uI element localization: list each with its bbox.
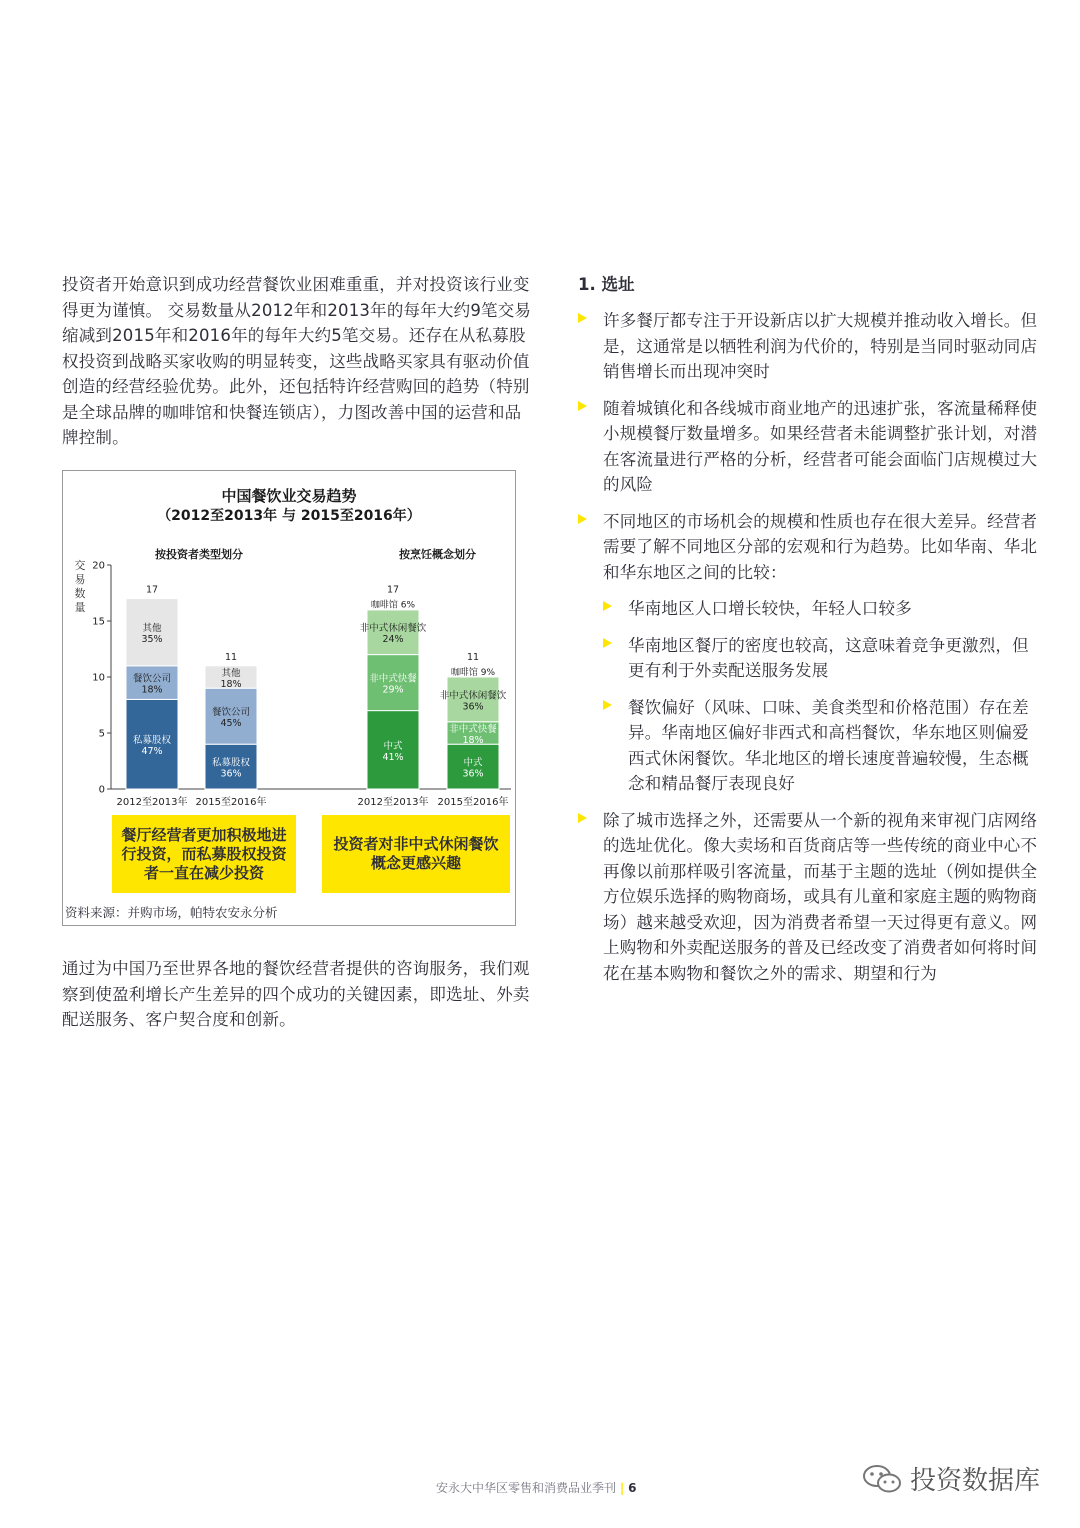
segment-label: 非中式快餐 [369, 673, 417, 685]
segment-pct: 29% [382, 684, 404, 696]
page-number: 6 [628, 1481, 637, 1495]
segment-pct: 41% [382, 751, 404, 763]
callout-investor: 餐厅经营者更加积极地进行投资，而私募股权投资者一直在减少投资 [112, 815, 296, 893]
right-column [578, 272, 1038, 997]
chart-subtitle: （2012至2013年 与 2015至2016年） [157, 508, 421, 524]
sub-bullet-item [603, 633, 1038, 684]
bar-total: 11 [224, 651, 238, 663]
arrow-bullet-icon [578, 514, 587, 524]
y-axis-label: 交易数量 [74, 559, 86, 614]
deal-trend-chart [62, 470, 516, 926]
segment-label: 私募股权 [132, 735, 172, 747]
segment-pct: 35% [141, 634, 163, 646]
y-tick-label: 20 [92, 560, 105, 572]
chart-plot [63, 471, 517, 811]
segment-label: 中式 [383, 740, 403, 752]
callout-cuisine: 投资者对非中式休闲餐饮概念更感兴趣 [322, 815, 510, 893]
intro-paragraph: 投资者开始意识到成功经营餐饮业困难重重，并对投资该行业变得更为谨慎。 交易数量从2012年和2013年的每年大约9笔交易缩减到2015年和2016年的每年大约5笔交易。还存在从私募股权投资到战略买家收购的明显转变，这些战略买家具有驱动价值创造的经营经验优势。此外，还包括特许经营购回的趋势（特别是全球品牌的咖啡馆和快餐连锁店），力图改善中国的运营和品牌控制。 [62, 275, 532, 447]
segment-label: 其他 [142, 623, 162, 635]
x-tick-label: 2012至2013年 [116, 797, 188, 808]
segment-pct: 24% [382, 634, 404, 646]
x-tick-label: 2015至2016年 [195, 797, 267, 808]
footer-separator: | [619, 1481, 625, 1495]
bullet-item [578, 808, 1038, 987]
sub-bullet-item [603, 596, 1038, 622]
segment-pct: 18% [220, 679, 242, 690]
x-tick-label: 2015至2016年 [437, 797, 509, 808]
x-tick-label: 2012至2013年 [357, 797, 429, 808]
group-label-cuisine: 按烹饪概念划分 [399, 548, 476, 561]
group-label-investor: 按投资者类型划分 [155, 548, 243, 561]
segment-pct: 47% [141, 746, 163, 758]
chart-title: 中国餐饮业交易趋势 [221, 487, 357, 505]
page-footer [436, 1479, 636, 1496]
segment-pct: 36% [220, 768, 242, 780]
arrow-bullet-icon [603, 700, 612, 710]
bar-total: 17 [386, 584, 400, 596]
segment-label: 其他 [221, 668, 241, 679]
watermark-text: 投资数据库 [910, 1466, 1041, 1496]
segment-label: 中式 [463, 757, 483, 769]
chart-source: 资料来源：并购市场，帕特农安永分析 [65, 905, 278, 920]
sub-bullet-item [603, 695, 1038, 797]
bullet-text: 不同地区的市场机会的规模和性质也存在很大差异。经营者需要了解不同地区分部的宏观和行为趋势。比如华南、华北和华东地区之间的比较： [603, 511, 1038, 582]
segment-label: 非中式快餐 [449, 724, 497, 735]
bar-total: 11 [466, 651, 480, 663]
segment-label: 餐饮公司 [132, 673, 172, 685]
arrow-bullet-icon [603, 601, 612, 611]
segment-pct: 18% [462, 735, 484, 746]
footer-text: 安永大中华区零售和消费品业季刊 [436, 1481, 617, 1495]
y-tick-label: 10 [92, 672, 105, 684]
bullet-item [578, 509, 1038, 586]
segment-label: 餐饮公司 [211, 707, 251, 719]
y-tick-label: 0 [98, 784, 105, 796]
arrow-bullet-icon [578, 313, 587, 323]
bar-total: 17 [145, 584, 159, 596]
y-tick-label: 5 [98, 728, 105, 740]
closing-paragraph: 通过为中国乃至世界各地的餐饮经营者提供的咨询服务，我们观察到使盈利增长产生差异的四个成功的关键因素，即选址、外卖配送服务、客户契合度和创新。 [62, 959, 530, 1029]
section-title: 1. 选址 [578, 275, 635, 294]
segment-label: 咖啡馆 9% [450, 667, 496, 678]
bullet-text: 除了城市选择之外，还需要从一个新的视角来审视门店网络的选址优化。像大卖场和百货商店等一些传统的商业中心不再像以前那样吸引客流量，而基于主题的选址（例如提供全方位娱乐选择的购物商场，或具有儿童和家庭主题的购物商场）越来越受欢迎，因为消费者希望一天过得更有意义。网上购物和外卖配送服务的普及已经改变了消费者如何将时间花在基本购物和餐饮之外的需求、期望和行为 [603, 810, 1038, 983]
closing-section [62, 956, 532, 1033]
segment-pct: 18% [141, 684, 163, 696]
watermark [862, 1460, 1040, 1497]
bullet-item [578, 308, 1038, 385]
segment-label: 非中式休闲餐饮 [439, 690, 507, 702]
arrow-bullet-icon [603, 638, 612, 648]
sub-bullet-text: 华南地区人口增长较快，年轻人口较多 [628, 599, 912, 618]
sub-bullet-text: 华南地区餐厅的密度也较高，这意味着竞争更激烈，但更有利于外卖配送服务发展 [628, 635, 1029, 680]
left-column [62, 272, 532, 451]
bullet-text: 许多餐厅都专注于开设新店以扩大规模并推动收入增长。但是，这通常是以牺牲利润为代价的，特别是当同时驱动同店销售增长而出现冲突时 [603, 311, 1038, 381]
bullet-item [578, 396, 1038, 498]
arrow-bullet-icon [578, 813, 587, 823]
arrow-bullet-icon [578, 401, 587, 411]
segment-pct: 36% [462, 768, 484, 780]
segment-label: 私募股权 [211, 757, 251, 769]
bullet-text: 随着城镇化和各线城市商业地产的迅速扩张，客流量稀释使小规模餐厅数量增多。如果经营者未能调整扩张计划，对潜在客流量进行严格的分析，经营者可能会面临门店规模过大的风险 [603, 398, 1038, 494]
segment-pct: 45% [220, 718, 242, 730]
sub-bullet-text: 餐饮偏好（风味、口味、美食类型和价格范围）存在差异。华南地区偏好非西式和高档餐饮，华东地区则偏爱西式休闲餐饮。华北地区的增长速度普遍较慢，生态概念和精品餐厅表现良好 [628, 697, 1029, 793]
segment-label: 咖啡馆 6% [370, 600, 416, 611]
segment-pct: 36% [462, 701, 484, 713]
y-tick-label: 15 [92, 616, 105, 628]
segment-label: 非中式休闲餐饮 [359, 623, 427, 635]
wechat-icon [862, 1464, 902, 1494]
